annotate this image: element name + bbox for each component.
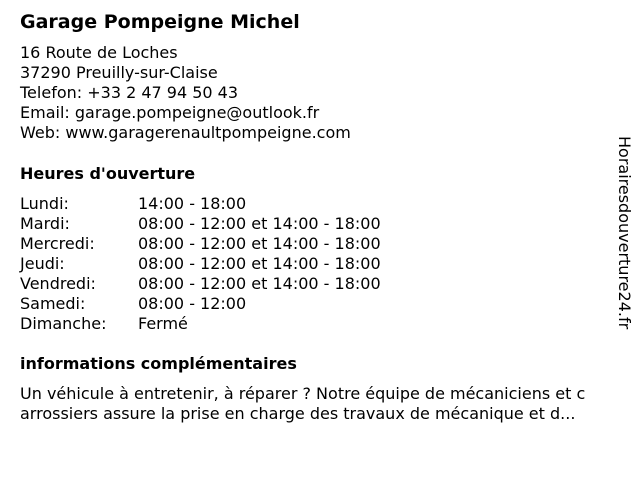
day-label: Mercredi: (20, 234, 95, 253)
day-label: Jeudi: (20, 254, 65, 273)
hours-heading: Heures d'ouverture (20, 164, 196, 183)
business-name: Garage Pompeigne Michel (20, 11, 300, 33)
day-hours: 08:00 - 12:00 et 14:00 - 18:00 (138, 234, 381, 253)
day-hours: 08:00 - 12:00 et 14:00 - 18:00 (138, 214, 381, 233)
address-street: 16 Route de Loches (20, 43, 178, 62)
contact-block (20, 43, 351, 143)
watermark-text: Horairesdouverture24.fr (615, 136, 634, 330)
day-label: Dimanche: (20, 314, 107, 333)
day-label: Lundi: (20, 194, 69, 213)
day-label: Vendredi: (20, 274, 96, 293)
phone-number: Telefon: +33 2 47 94 50 43 (20, 83, 239, 102)
info-line-1: Un véhicule à entretenir, à réparer ? Notre équipe de mécaniciens et c (20, 384, 586, 403)
address-city: 37290 Preuilly-sur-Claise (20, 63, 218, 82)
day-hours: 08:00 - 12:00 et 14:00 - 18:00 (138, 254, 381, 273)
day-hours: 08:00 - 12:00 (138, 294, 247, 313)
info-line-2: arrossiers assure la prise en charge des travaux de mécanique et d... (20, 404, 576, 423)
day-hours: 14:00 - 18:00 (138, 194, 247, 213)
day-hours: Fermé (138, 314, 188, 333)
day-hours: 08:00 - 12:00 et 14:00 - 18:00 (138, 274, 381, 293)
email-address: Email: garage.pompeigne@outlook.fr (20, 103, 320, 122)
day-label: Samedi: (20, 294, 86, 313)
info-heading: informations complémentaires (20, 354, 297, 373)
day-label: Mardi: (20, 214, 70, 233)
info-description (20, 384, 632, 424)
website: Web: www.garagerenaultpompeigne.com (20, 123, 351, 142)
